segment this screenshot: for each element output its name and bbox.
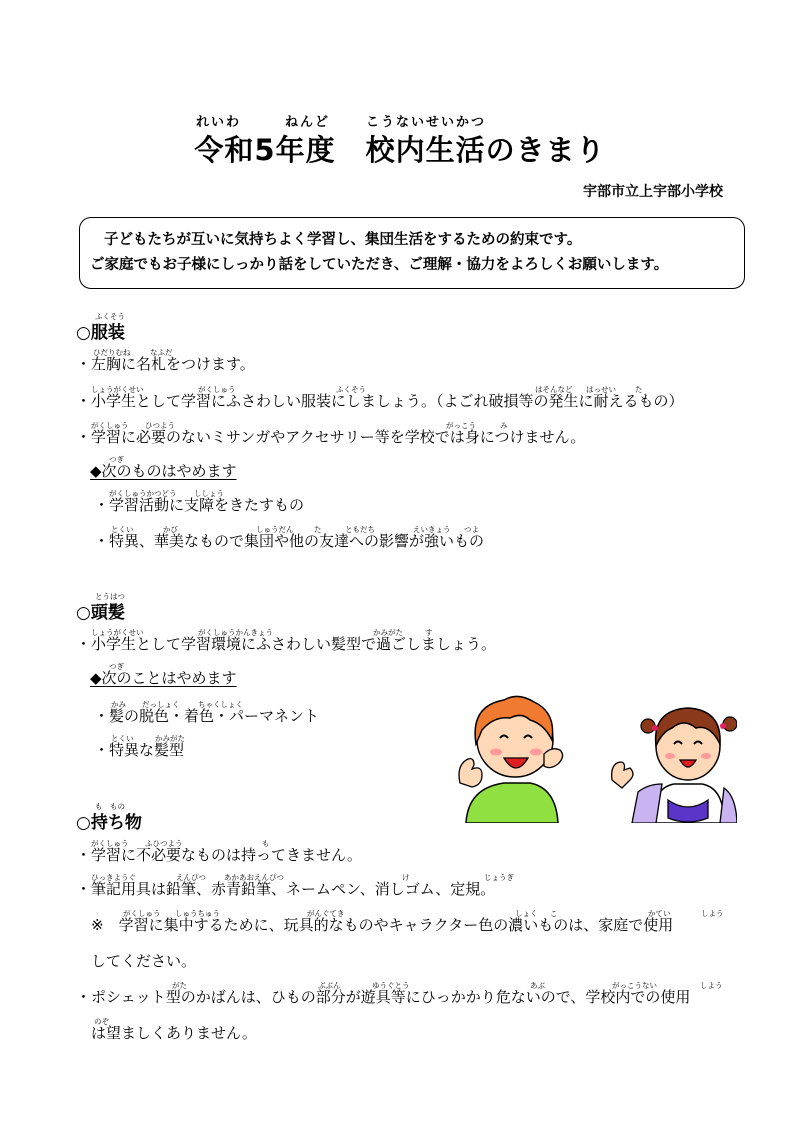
ruby: がっこうない	[612, 981, 657, 990]
touhatsu-line-1: ・小学生として学習環境にふさわしい髪型で過ごしましょう。	[76, 635, 497, 653]
fukusou-line-3: ・学習に必要のないミサンガやアクセサリー等を学校では身につけません。	[76, 428, 586, 446]
ruby: ゆうぐとう	[372, 981, 410, 990]
ruby: しゅうだん	[256, 525, 294, 534]
ruby: け	[402, 873, 410, 882]
touhatsu-sub-line-2: ・特異な髪型	[94, 741, 185, 759]
ruby: かみ	[111, 700, 126, 709]
ruby: がくしゅう	[123, 909, 161, 918]
ruby: がくしゅう	[91, 421, 129, 430]
ruby: かみがた	[373, 628, 403, 637]
ruby: ひだりむね	[93, 348, 131, 357]
fukusou-line-1: ・左胸に名札をつけます。	[76, 355, 255, 373]
ruby: ししょう	[194, 489, 224, 498]
ruby: み	[500, 421, 508, 430]
ruby-mochimono: も もの	[95, 802, 125, 811]
ruby: しょうがくせい	[91, 385, 144, 394]
ruby: ひっきようぐ	[91, 873, 136, 882]
notice-line-1: 子どもたちが互いに気持ちよく学習し、集団生活をするための約束です。	[104, 232, 582, 248]
ruby: しょうがくせい	[91, 628, 144, 637]
ruby: かび	[163, 525, 178, 534]
ruby: た	[635, 385, 643, 394]
ruby: た	[314, 525, 322, 534]
ruby: ぶぶん	[318, 981, 341, 990]
ruby: かてい	[648, 909, 671, 918]
ruby: しよう	[700, 981, 723, 990]
ruby: す	[425, 628, 433, 637]
section-title-touhatsu: ○頭髪	[76, 603, 125, 623]
notice-box	[79, 217, 745, 289]
touhatsu-sub-line-1: ・髪の脱色・着色・パーマネント	[94, 707, 320, 725]
touhatsu-subtitle: ◆次のことはやめます	[90, 669, 237, 687]
ruby-touhatsu: とうはつ	[95, 592, 125, 601]
ruby: ふくそう	[336, 385, 366, 394]
ruby: つぎ	[109, 455, 124, 464]
section-title-fukusou: ○服装	[76, 323, 125, 343]
girl-illustration	[612, 708, 737, 823]
mochimono-line-6: は望ましくありません。	[91, 1024, 257, 1042]
ruby: はっせい	[586, 385, 616, 394]
school-name: 宇部市立上宇部小学校	[583, 184, 723, 200]
children-illustration	[452, 688, 737, 823]
ruby: とくい	[111, 734, 134, 743]
ruby: じょうぎ	[484, 873, 514, 882]
ruby: ともだち	[345, 525, 375, 534]
ruby: つよ	[464, 525, 479, 534]
ruby: あかあおえんぴつ	[224, 873, 284, 882]
notice-line-2: ご家庭でもお子様にしっかり話をしていただき、ご理解・協力をよろしくお願いします。	[90, 257, 669, 273]
ruby: のぞ	[94, 1017, 109, 1026]
ruby: かみがた	[155, 734, 185, 743]
mochimono-line-3: ※ 学習に集中するために、玩具的なものやキャラクター色の濃いものは、家庭で使用	[91, 916, 674, 934]
ruby: つぎ	[109, 662, 124, 671]
ruby: がくしゅうかんきょう	[198, 628, 273, 637]
ruby: がくしゅうかつどう	[109, 489, 177, 498]
ruby: がっこう	[446, 421, 476, 430]
page-title: 令和5年度 校内生活のきまり	[194, 133, 606, 167]
ruby: ふひつよう	[145, 839, 183, 848]
mochimono-line-4: してください。	[91, 952, 197, 970]
ruby: がくしゅう	[198, 385, 236, 394]
ruby-fukusou: ふくそう	[95, 312, 125, 321]
ruby: とくい	[111, 525, 134, 534]
ruby-kounai: こうないせいかつ	[366, 115, 487, 130]
ruby: はそんなど	[535, 385, 573, 394]
ruby: ちゃくしょく	[198, 700, 243, 709]
ruby: こ	[550, 909, 558, 918]
ruby-reiwa: れいわ	[196, 115, 242, 130]
ruby: も	[262, 839, 270, 848]
ruby-nendo: ねんど	[285, 115, 331, 130]
ruby: あぶ	[530, 981, 545, 990]
fukusou-subtitle: ◆次のものはやめます	[90, 462, 237, 480]
fukusou-line-2: ・小学生として学習にふさわしい服装にしましょう。（よごれ破損等の発生に耐えるもの）	[76, 392, 684, 410]
ruby: がんぐてき	[307, 909, 345, 918]
ruby: えいきょう	[413, 525, 451, 534]
ruby: しよう	[701, 909, 724, 918]
ruby: しゅうちゅう	[175, 909, 220, 918]
ruby: なふだ	[150, 348, 173, 357]
fukusou-sub-line-1: ・学習活動に支障をきたすもの	[94, 496, 305, 514]
ruby: しょく	[515, 909, 538, 918]
ruby: えんぴつ	[176, 873, 206, 882]
fukusou-sub-line-2: ・特異、華美なもので集団や他の友達への影響が強いもの	[94, 532, 485, 550]
ruby: だっしょく	[142, 700, 180, 709]
ruby: がくしゅう	[91, 839, 129, 848]
mochimono-line-5: ・ポシェット型のかばんは、ひもの部分が遊具等にひっかかり危ないので、学校内での使用	[76, 988, 691, 1006]
mochimono-line-2: ・筆記用具は鉛筆、赤青鉛筆、ネームペン、消しゴム、定規。	[76, 880, 496, 898]
ruby: ひつよう	[145, 421, 175, 430]
section-title-mochimono: ○持ち物	[76, 813, 142, 833]
boy-illustration	[459, 696, 563, 823]
ruby: がた	[172, 981, 187, 990]
mochimono-line-1: ・学習に不必要なものは持ってきません。	[76, 846, 362, 864]
